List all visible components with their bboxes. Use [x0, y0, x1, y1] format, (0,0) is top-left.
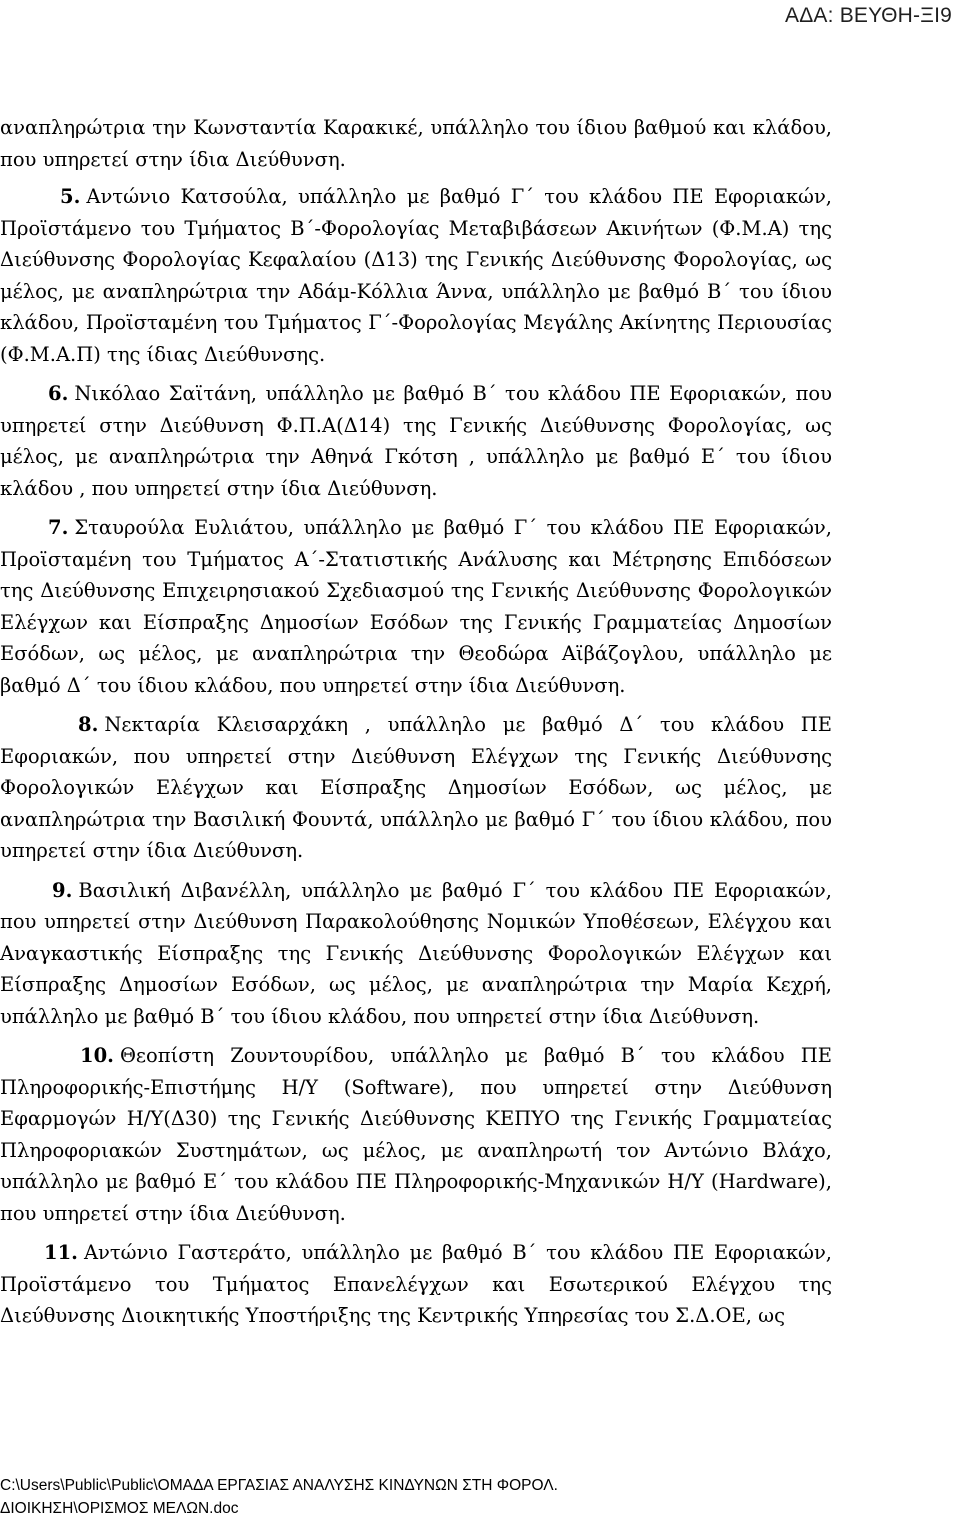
file-path-footer	[0, 1474, 558, 1520]
item-number: 10.	[80, 1044, 114, 1067]
paragraph-continuation	[0, 112, 832, 175]
item-number: 8.	[78, 713, 99, 736]
list-item	[0, 1237, 832, 1332]
item-number: 7.	[48, 516, 69, 539]
item-text: Σταυρούλα Ευλιάτου, υπάλληλο με βαθμό Γ΄ του κλάδου ΠΕ Εφοριακών, Προϊσταμένη του Τμήματος Α΄-Στατιστικής Ανάλυσης και Μέτρησης Επιδόσεων της Διεύθυνσης Επιχειρησιακού Σχεδιασμού της Γενικής Διεύθυνσης Φορολογικών Ελέγχων και Είσπραξης Δημοσίων Εσόδων της Γενικής Γραμματείας Δημοσίων Εσόδων, ως μέλος, με αναπληρώτρια την Θεοδώρα Αϊβάζογλου, υπάλληλο με βαθμό Δ΄ του ίδιου κλάδου, που υπηρετεί στην ίδια Διεύθυνση.	[0, 516, 832, 697]
item-text: Νεκταρία Κλεισαρχάκη , υπάλληλο με βαθμό Δ΄ του κλάδου ΠΕ Εφοριακών, που υπηρετεί στην Διεύθυνση Ελέγχων της Γενικής Διεύθυνσης Φορολογικών Ελέγχων και Είσπραξης Δημοσίων Εσόδων, ως μέλος, με αναπληρώτρια την Βασιλική Φουντά, υπάλληλο με βαθμό Γ΄ του ίδιου κλάδου, που υπηρετεί στην ίδια Διεύθυνση.	[0, 713, 832, 862]
item-text: Θεοπίστη Ζουντουρίδου, υπάλληλο με βαθμό Β΄ του κλάδου ΠΕ Πληροφορικής-Επιστήμης Η/Υ (Software), που υπηρετεί στην Διεύθυνση Εφαρμογών Η/Υ(Δ30) της Γενικής Διεύθυνσης ΚΕΠΥΟ της Γενικής Γραμματείας Πληροφοριακών Συστημάτων, ως μέλος, με αναπληρωτή τον Αντώνιο Βλάχο, υπάλληλο με βαθμό Ε΄ του κλάδου ΠΕ Πληροφορικής-Μηχανικών Η/Υ (Hardware), που υπηρετεί στην ίδια Διεύθυνση.	[0, 1044, 832, 1225]
item-number: 11.	[44, 1241, 78, 1264]
item-text: Βασιλική Διβανέλλη, υπάλληλο με βαθμό Γ΄ του κλάδου ΠΕ Εφοριακών, που υπηρετεί στην Διεύθυνση Παρακολούθησης Νομικών Υποθέσεων, Ελέγχου και Αναγκαστικής Είσπραξης της Γενικής Διεύθυνσης Φορολογικών Ελέγχων και Είσπραξης Δημοσίων Εσόδων, ως μέλος, με αναπληρώτρια την Μαρία Κεχρή, υπάλληλο με βαθμό Β΄ του ίδιου κλάδου, που υπηρετεί στην ίδια Διεύθυνση.	[0, 878, 832, 1028]
list-item	[0, 512, 832, 701]
ada-code: ΑΔΑ: ΒΕΥΘΗ-ΞΙ9	[784, 4, 952, 27]
item-number: 6.	[48, 382, 69, 405]
file-path-line: C:\Users\Public\Public\ΟΜΑΔΑ ΕΡΓΑΣΙΑΣ ΑΝΑΛΥΣΗΣ ΚΙΝΔΥΝΩΝ ΣΤΗ ΦΟΡΟΛ.	[0, 1477, 558, 1494]
item-number: 9.	[52, 878, 73, 902]
file-path-line: ΔΙΟΙΚΗΣΗ\ΟΡΙΣΜΟΣ ΜΕΛΩΝ.doc	[0, 1500, 239, 1517]
list-item	[0, 875, 832, 1033]
list-item	[0, 181, 832, 370]
item-text: Νικόλαο Σαϊτάνη, υπάλληλο με βαθμό Β΄ του κλάδου ΠΕ Εφοριακών, που υπηρετεί στην Διεύθυνση Φ.Π.Α(Δ14) της Γενικής Διεύθυνσης Φορολογίας, ως μέλος, με αναπληρώτρια την Αθηνά Γκότση , υπάλληλο με βαθμό Ε΄ του ίδιου κλάδου , που υπηρετεί στην ίδια Διεύθυνση.	[0, 382, 832, 500]
document-body	[0, 112, 832, 1340]
item-number: 5.	[60, 185, 81, 208]
paragraph-text: αναπληρώτρια την Κωνσταντία Καρακικέ, υπάλληλο του ίδιου βαθμού και κλάδου, που υπηρετεί στην ίδια Διεύθυνση.	[0, 116, 832, 171]
item-text: Αντώνιο Κατσούλα, υπάλληλο με βαθμό Γ΄ του κλάδου ΠΕ Εφοριακών, Προϊστάμενο του Τμήματος Β΄-Φορολογίας Μεταβιβάσεων Ακινήτων (Φ.Μ.Α) της Διεύθυνσης Φορολογίας Κεφαλαίου (Δ13) της Γενικής Διεύθυνσης Φορολογίας, ως μέλος, με αναπληρώτρια την Αδάμ-Κόλλια Άννα, υπάλληλο με βαθμό Β΄ του ίδιου κλάδου, Προϊσταμένη του Τμήματος Γ΄-Φορολογίας Μεγάλης Ακίνητης Περιουσίας (Φ.Μ.Α.Π) της ίδιας Διεύθυνσης.	[0, 185, 832, 366]
list-item	[0, 378, 832, 504]
list-item	[0, 1040, 832, 1229]
item-text: Αντώνιο Γαστεράτο, υπάλληλο με βαθμό Β΄ του κλάδου ΠΕ Εφοριακών, Προϊστάμενο του Τμήματος Επανελέγχων και Εσωτερικού Ελέγχου της Διεύθυνσης Διοικητικής Υποστήριξης της Κεντρικής Υπηρεσίας του Σ.Δ.ΟΕ, ως	[0, 1241, 832, 1327]
list-item	[0, 709, 832, 867]
